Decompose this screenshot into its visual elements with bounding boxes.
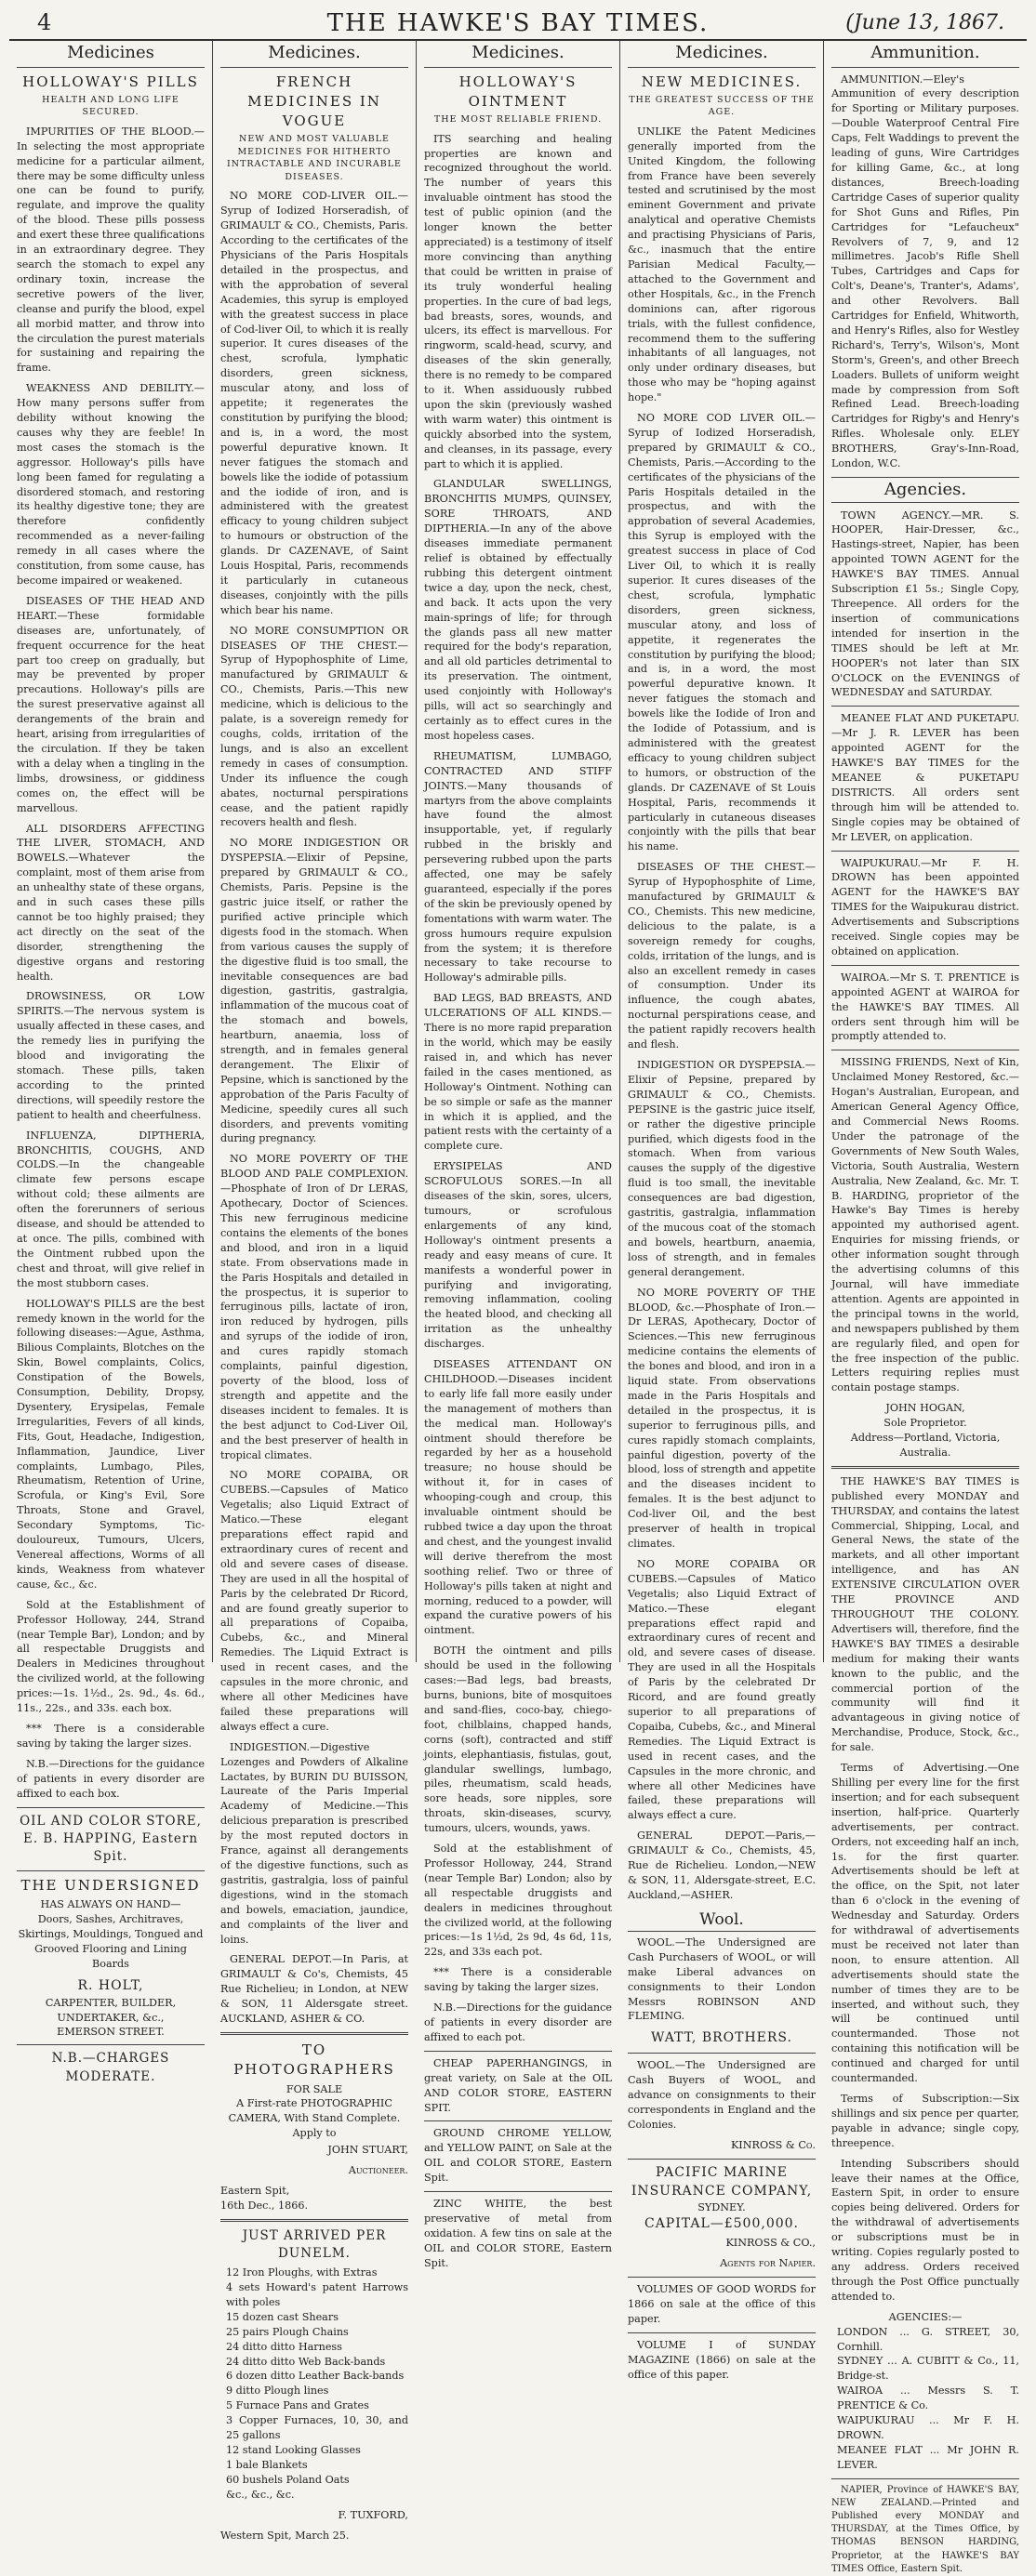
ad-paragraph: WOOL.—The Undersigned are Cash Purchasers of WOOL, or will make Liberal advances on consignments to their London Messrs ROBINSON AND FLEMING.	[628, 1935, 816, 2023]
ad-paragraph: Sold at the Establishment of Professor Holloway, 244, Strand (near Temple Bar), London; and by all respectable Druggists and Dealers in Medicines throughout the civilized world, at the following prices:—1s. 1½d., 2s. 9d., 4s. 6d., 11s., 22s., and 33s. each box.	[17, 1598, 205, 1715]
section-header: Agencies.	[831, 477, 1019, 503]
divider	[628, 2277, 816, 2278]
list-item: WAIROA ... Messrs S. T. PRENTICE & Co.	[837, 2384, 1019, 2412]
page-number: 4	[37, 9, 52, 35]
ad-title: TO PHOTOGRAPHERS	[233, 2041, 395, 2079]
agencies-title: AGENCIES:—	[888, 2310, 963, 2323]
ad-paragraph: NO MORE COPAIBA OR CUBEBS.—Capsules of Matico Vegetalis; also Liquid Extract of Matico.—These elegant preparations effect rapid and extraordinary cures of recent and old, and severe cases of disease. They are used in all the Hospitals of Paris by the celebrated Dr Ricord, and are found greatly superior to all preparations of Copaiba, Cubebs, &c., and Mineral Remedies. The Liquid Extract is used in recent cases, and the Capsules in the more chronic, and where all other Medicines have failed, these preparations will always effect a cure.	[628, 1557, 816, 1822]
section-header: Wool.	[628, 1909, 816, 1932]
list-item: WAIPUKURAU ... Mr F. H. DROWN.	[837, 2414, 1019, 2441]
ad-paragraph: HOLLOWAY'S PILLS are the best remedy known in the world for the following diseases:—Ague, Asthma, Bilious Complaints, Blotches on the Skin, Bowel complaints, Colics, Constipation of the Bowels, Consumption, Debility, Dropsy, Dysentery, Erysipelas, Female Irregularities, Fevers of all kinds, Fits, Gout, Headache, Indigestion, Inflammation, Jaundice, Liver complaints, Lumbago, Piles, Rheumatism, Retention of Urine, Scrofula, or King's Evil, Sore Throats, Stone and Gravel, Secondary Symptoms, Tic-douloureux, Tumours, Ulcers, Venereal affections, Worms of all kinds, Weakness from whatever cause, &c., &c.	[17, 1297, 205, 1591]
column-header: Medicines.	[220, 41, 408, 68]
ad-paragraph: INFLUENZA, DIPTHERIA, BRONCHITIS, COUGHS, AND COLDS.—In the changeable climate few persons escape without cold; these ailments are often the forerunners of serious disease, and should be attended to at once. The pills, combined with the Ointment rubbed upon the chest and throat, will give relief in the most stubborn cases.	[17, 1129, 205, 1289]
divider	[831, 2478, 1019, 2479]
list-item: &c., &c., &c.	[226, 2488, 295, 2501]
columns	[9, 41, 1027, 2574]
ad-subtitle: NEW AND MOST VALUABLE MEDICINES FOR HITHERTO INTRACTABLE AND INCURABLE DISEASES.	[227, 134, 402, 182]
ad-paragraph: GLANDULAR SWELLINGS, BRONCHITIS MUMPS, QUINSEY, SORE THROATS, AND DIPTHERIA.—In any of the above diseases immediate permanent relief is obtained by effectually rubbing this detergent ointment twice a day, upon the neck, chest, and back. It acts upon the very main-springs of life; for through the glands pass all new matter required for the body's reparation, and all old particles detrimental to its preservation. The ointment, used conjointly with Holloway's pills, will act so searchingly and certainly as to effect cures in the most hopeless cases.	[424, 478, 612, 742]
divider	[628, 2332, 816, 2333]
ad-paragraph: VOLUMES OF GOOD WORDS for 1866 on sale at the office of this paper.	[628, 2282, 816, 2325]
ad-name: R. HOLT,	[77, 1977, 144, 1993]
list-item: 4 sets Howard's patent Harrows with poles	[226, 2281, 408, 2308]
ad-line: Apply to	[292, 2127, 337, 2140]
list-item: 3 Copper Furnaces, 10, 30, and 25 gallons	[226, 2414, 408, 2442]
ad-paragraph: BAD LEGS, BAD BREASTS, AND ULCERATIONS OF ALL KINDS.—There is no more rapid preparation in the world, which may be easily raised in, and which has never failed in the cases mentioned, as Holloway's Ointment. Nothing can be so simple or safe as the manner in which it is applied, and the patient rests with the certainty of a complete cure.	[424, 992, 612, 1153]
list-item: 9 ditto Plough lines	[226, 2384, 329, 2398]
divider	[424, 2191, 612, 2192]
ad-paragraph: WAIROA.—Mr S. T. PRENTICE is appointed AGENT at WAIROA for the HAWKE'S BAY TIMES. All orders sent through him will be promptly attended to.	[831, 971, 1019, 1043]
ad-paragraph: IMPURITIES OF THE BLOOD.—In selecting the most appropriate medicine for a particular ailment, there may be some difficulty unless one can be found to purify, regulate, and improve the quality of the blood. These pills possess and exert these three qualifications in an extraordinary degree. They search the stomach to expel any ordinary toxin, increase the secretive powers of the liver, cleanse and purify the blood, expel all morbid matter, and throw into the circulation the purest materials for sustaining and repairing the frame.	[17, 125, 205, 375]
column-3	[417, 41, 620, 2269]
ad-title: NEW MEDICINES.	[641, 73, 803, 90]
ad-footer: N.B.—CHARGES MODERATE.	[51, 2051, 170, 2084]
ad-address: EMERSON STREET.	[57, 2026, 165, 2039]
newspaper-title: THE HAWKE'S BAY TIMES.	[326, 9, 710, 37]
ad-paragraph: MEANEE FLAT AND PUKETAPU.—Mr J. R. LEVER has been appointed AGENT for the HAWKE'S BAY TIMES for the MEANEE & PUKETAPU DISTRICTS. All orders sent through him will be attended to. Single copies may be obtained of Mr LEVER, on application.	[831, 712, 1019, 843]
list-item: 6 dozen ditto Leather Back-bands	[226, 2370, 405, 2383]
ad-capital: CAPITAL—£500,000.	[644, 2216, 799, 2232]
divider	[220, 2032, 408, 2035]
ad-address: Address—Portland, Victoria, Australia.	[850, 1432, 1001, 1459]
divider	[628, 2159, 816, 2160]
ad-line: A First-rate PHOTOGRAPHIC CAMERA, With Stand Complete.	[228, 2097, 401, 2125]
list-item: 12 Iron Ploughs, with Extras	[226, 2266, 378, 2279]
ad-signer: KINROSS & CO.,	[725, 2237, 816, 2250]
ad-date: 16th Dec., 1866.	[220, 2199, 309, 2212]
divider	[831, 851, 1019, 852]
ad-paragraph: AMMUNITION.—Eley's Ammunition of every description for Sporting or Military purposes.—Double Waterproof Central Fire Caps, Felt Waddings to prevent the leading of guns, Wire Cartridges for killing Game, &c., at long distances, Breech-loading Cartridge Cases of superior quality for Shot Guns and Rifles, Pin Cartridges for "Lefaucheux" Revolvers of 7, 9, and 12 millimetres. Jacob's Rifle Shell Tubes, Cartridges and Caps for Colt's, Deane's, Tranter's, Adams', and other Revolvers. Ball Cartridges for Enfield, Whitworth, and Henry's Rifles, also for Westley Richard's, Terry's, Wilson's, Mont Storm's, Green's, and other Breech Loaders. Bullets of uniform weight made by compression from Soft Refined Lead. Breech-loading Cartridges for Rigby's and Henry's Rifles. Wholesale only. ELEY BROTHERS, Gray's-Inn-Road, London, W.C.	[831, 73, 1019, 470]
list-item: 25 pairs Plough Chains	[226, 2325, 349, 2338]
ad-paragraph: ERYSIPELAS AND SCROFULOUS SORES.—In all diseases of the skin, sores, ulcers, tumours, or scrofulous enlargements of any kind, Holloway's ointment presents a ready and easy means of cure. It manifests a wonderful power in purifying and invigorating, removing inflammation, cooling the heated blood, and checking all irritation as the unhealthy discharges.	[424, 1160, 612, 1351]
ad-subtitle: THE GREATEST SUCCESS OF THE AGE.	[629, 94, 815, 118]
ad-paragraph: GENERAL DEPOT.—In Paris, at GRIMAULT & Co's, Chemists, 45 Rue Richelieu; in London, at NEW & SON, 11 Aldersgate street. AUCKLAND, ASHER & CO.	[220, 1953, 408, 2026]
ad-signer: KINROSS & Co.	[730, 2138, 816, 2151]
ad-paragraph: *** There is a considerable saving by taking the larger sizes.	[17, 1722, 205, 1750]
column-4	[620, 41, 824, 2381]
ad-paragraph: NO MORE POVERTY OF THE BLOOD, &c.—Phosphate of Iron.—Dr LERAS, Apothecary, Doctor of Sciences.—This new ferruginous medicine contains the elements of the bones and blood, and iron in a liquid state. From observations made in the Paris Hospitals and detailed in the prospectus, it is superior to ferruginous pills, and cures rapidly stomach complaints, painful digestion, poverty of the blood, loss of strength and appetite and the diseases incident to females. It is the best adjunct to Cod-liver Oil, and the best preserver of health in tropical climates.	[628, 1286, 816, 1550]
ad-signer: WATT, BROTHERS.	[651, 2030, 792, 2046]
divider	[424, 2120, 612, 2121]
ad-paragraph: NO MORE CONSUMPTION OR DISEASES OF THE CHEST.—Syrup of Hypophosphite of Lime, manufactured by GRIMAULT & CO., Chemists, Paris.—This new medicine, which is delicious to the palate, is a sovereign remedy for coughs, colds, irritation of the lungs, and is also an excellent remedy in cases of consumption. Under its influence the cough abates, nocturnal perspirations cease, and the patient rapidly recovers health and flesh.	[220, 624, 408, 829]
ad-paragraph: GROUND CHROME YELLOW, and YELLOW PAINT, on Sale at the OIL and COLOR STORE, Eastern Spit.	[424, 2127, 612, 2185]
ad-paragraph: VOLUME I of SUNDAY MAGAZINE (1866) on sale at the office of this paper.	[628, 2338, 816, 2381]
ad-place: Western Spit, March 25.	[220, 2529, 350, 2542]
ad-paragraph: MISSING FRIENDS, Next of Kin, Unclaimed Money Restored, &c.—Hogan's Australian, European, and American General Agency Office, and Commercial News Rooms. Under the patronage of the Governments of New South Wales, Victoria, South Australia, Western Australia, New Zealand, &c. Mr. T. B. HARDING, proprietor of the Hawke's Bay Times is hereby appointed my authorised agent. Enquiries for missing friends, or other information sought through the advertising columns of this Journal, will have immediate attention. Agents are appointed in the principal towns in the world, and newspapers published by them are regularly filed, and open for the free inspection of the public. Letters requiring replies must contain postage stamps.	[831, 1056, 1019, 1394]
ad-paragraph: DISEASES ATTENDANT ON CHILDHOOD.—Diseases incident to early life fall more easily under the management of mothers than the medical man. Holloway's ointment should therefore be regarded by her as a household treasure; no house should be without it, for in cases of whooping-cough and croup, this invaluable ointment should be rubbed twice a day upon the throat and chest, and the youngest invalid will derive therefrom the most soothing relief. Two or three of Holloway's pills taken at night and morning, reduced to a powder, will expand the curative powers of his ointment.	[424, 1358, 612, 1637]
divider	[831, 1466, 1019, 1469]
ad-paragraph: WAIPUKURAU.—Mr F. H. DROWN has been appointed AGENT for the HAWKE'S BAY TIMES for the Waipukurau district. Advertisements and Subscriptions received. Single copies may be obtained on application.	[831, 856, 1019, 958]
divider	[17, 2044, 205, 2045]
ad-paragraph: ZINC WHITE, the best preservative of metal from oxidation. A few tins on sale at the OIL and COLOR STORE, Eastern Spit.	[424, 2198, 612, 2269]
ad-paragraph: INDIGESTION.—Digestive Lozenges and Powders of Alkaline Lactates, by BURIN DU BUISSON, Laureate of the Paris Imperial Academy of Medicine.—This delicious preparation is prescribed by the most reputed doctors in France, against all derangements of the digestive functions, such as gastritis, gastralgia, loss of painful digestions, wind in the stomach and bowels, emaciation, jaundice, and complaints of the liver and loins.	[220, 1740, 408, 1946]
column-header: Medicines.	[424, 41, 612, 68]
ad-paragraph: WOOL.—The Undersigned are Cash Buyers of WOOL, and advance on consignments to their correspondents in England and the Colonies.	[628, 2059, 816, 2131]
list-item: 15 dozen cast Shears	[226, 2310, 339, 2323]
ad-signer: F. TUXFORD,	[338, 2508, 408, 2521]
list-item: 24 ditto ditto Harness	[226, 2340, 342, 2353]
ad-paragraph: CHEAP PAPERHANGINGS, in great variety, on Sale at the OIL AND COLOR STORE, EASTERN SPIT.	[424, 2056, 612, 2114]
ad-title: HOLLOWAY'S PILLS	[22, 73, 199, 90]
ad-role: Auctioneer.	[348, 2164, 408, 2177]
ad-paragraph: DISEASES OF THE CHEST.—Syrup of Hypophosphite of Lime, manufactured by GRIMAULT & CO., Chemists. This new medicine, delicious to the palate, is a sovereign remedy for coughs, colds, irritation of the lungs, and is also an excellent remedy in cases of consumption. Under its influence, the cough abates, nocturnal perspirations cease, and the patient rapidly recovers health and flesh.	[628, 861, 816, 1051]
imprint: NAPIER, Province of HAWKE'S BAY, NEW ZEALAND.—Printed and Published every MONDAY and THURSDAY, at the Times Office, by THOMAS BENSON HARDING, Proprietor, at the HAWKE'S BAY TIMES Office, Eastern Spit.	[831, 2484, 1019, 2574]
ad-title: THE UNDERSIGNED	[20, 1876, 201, 1894]
ad-signer: JOHN STUART,	[327, 2144, 408, 2157]
ad-role: Agents for Napier.	[720, 2257, 816, 2270]
ad-paragraph: Terms of Advertising.—One Shilling per every line for the first insertion; and for each subsequent insertion, half-price. Quarterly advertisements, per contract. Orders, not exceeding half an inch, 1s. for the first quarter. Advertisements should be left at the office, on the Spit, not later than 6 o'clock in the evening of Wednesday and Saturday. Orders for withdrawal of advertisements must be received not later than noon, to ensure attention. All advertisements should state the number of times they are to be inserted, and without such, they will be continued until countermanded. Those not containing this notification will be continued and charged for until countermanded.	[831, 1762, 1019, 2085]
ad-place: Eastern Spit,	[220, 2184, 290, 2197]
ad-paragraph: NO MORE COPAIBA, OR CUBEBS.—Capsules of Matico Vegetalis; also Liquid Extract of Matico.—These elegant preparations effect rapid and extraordinary cures of recent and old and severe cases of disease. They are used in all the hospital of Paris by the celebrated Dr Ricord, and are found greatly superior to all preparations of Copaiba, Cubebs, &c., and Mineral Remedies. The Liquid Extract is used in recent cases, and the capsules in the more chronic, and where all other Medicines have failed these preparations will always effect a cure.	[220, 1469, 408, 1733]
ad-subtitle: THE MOST RELIABLE FRIEND.	[433, 114, 603, 125]
ad-paragraph: NO MORE POVERTY OF THE BLOOD AND PALE COMPLEXION.—Phosphate of Iron of Dr LERAS, Apothecary, Doctor of Sciences. This new ferruginous medicine contains the elements of the bones and blood, and iron in a liquid state. From observations made in the Paris Hospitals and detailed in the prospectus, it is superior to ferruginous pills, lactate of iron, iron reduced by hydrogen, pills and syrups of the iodide of iron, and cures rapidly stomach complaints, painful digestion, poverty of the blood, loss of strength and appetite and the diseases incident to females. It is the best adjunct to Cod-Liver Oil, and the best preserver of health in tropical climates.	[220, 1153, 408, 1461]
ad-title: PACIFIC MARINE INSURANCE COMPANY,	[631, 2164, 813, 2199]
ad-line: FOR SALE	[286, 2082, 343, 2095]
ad-paragraph: Doors, Sashes, Architraves, Skirtings, Mouldings, Tongued and Grooved Flooring and Lining Boards	[18, 1913, 204, 1970]
ad-title: JUST ARRIVED PER DUNELM.	[242, 2227, 387, 2261]
ad-paragraph: BOTH the ointment and pills should be used in the following cases:—Bad legs, bad breasts, burns, bunions, bite of mosquitoes and sand-flies, coco-bay, chiego-foot, chilblains, chapped hands, corns (soft), contracted and stiff joints, elephantiasis, fistulas, gout, glandular swellings, lumbago, piles, rheumatism, scald heads, sore heads, sore nipples, sore throats, skin-diseases, scurvy, tumours, ulcers, wounds, yaws.	[424, 1645, 612, 1835]
column-header: Ammunition.	[831, 41, 1019, 68]
column-header: Medicines.	[628, 41, 816, 68]
ad-title: HOLLOWAY'S OINTMENT	[458, 73, 578, 110]
ad-title: FRENCH MEDICINES IN VOGUE	[247, 73, 381, 130]
list-item: 1 bale Blankets	[226, 2458, 308, 2471]
goods-list	[226, 2266, 408, 2503]
ad-paragraph: TOWN AGENCY.—MR. S. HOOPER, Hair-Dresser, &c., Hastings-street, Napier, has been appointed TOWN AGENT for the HAWKE'S BAY TIMES. Annual Subscription £1 5s.; Single Copy, Threepence. All orders for the insertion of communications intended for insertion in the TIMES should be left at Mr. HOOPER's not later than SIX O'CLOCK on the EVENINGS of WEDNESDAY and SATURDAY.	[831, 509, 1019, 699]
ad-paragraph: DROWSINESS, OR LOW SPIRITS.—The nervous system is usually affected in these cases, and the remedy lies in purifying the blood and invigorating the stomach. These pills, taken according to the printed directions, will speedily restore the patient to health and cheerfulness.	[17, 990, 205, 1121]
ad-paragraph: INDIGESTION OR DYSPEPSIA.—Elixir of Pepsine, prepared by GRIMAULT & CO., Chemists. PEPSINE is the gastric juice itself, or rather the digestive principle purified, which digests food in the stomach. When from various causes the supply of the digestive fluid is too small, the inevitable consequences are bad digestion, gastritis, gastralgia, inflammation of the mucous coat of the stomach and bowels, heartburn, anaemia, loss of strength, and in females general derangement.	[628, 1059, 816, 1278]
ad-subtitle: HEALTH AND LONG LIFE SECURED.	[42, 94, 179, 118]
ad-paragraph: Intending Subscribers should leave their names at the Office, Eastern Spit, in order to ensure copies being delivered. Orders for the withdrawal of advertisements or subscriptions must be in writing. Copies regularly posted to any address. Orders received through the Post Office punctually attended to.	[831, 2157, 1019, 2303]
divider	[831, 706, 1019, 707]
list-item: MEANEE FLAT ... Mr JOHN R. LEVER.	[837, 2443, 1019, 2471]
ad-role: Sole Proprietor.	[883, 1417, 967, 1430]
ad-trade: CARPENTER, BUILDER, UNDERTAKER, &c.,	[45, 1996, 177, 2024]
ad-line: HAS ALWAYS ON HAND—	[40, 1898, 181, 1911]
list-item: 12 stand Looking Glasses	[226, 2443, 361, 2456]
divider	[424, 2051, 612, 2052]
list-item: 24 ditto ditto Web Back-bands	[226, 2355, 386, 2368]
ad-paragraph: GENERAL DEPOT.—Paris,—GRIMAULT & Co., Chemists, 45, Rue de Richelieu. London,—NEW & SON, 11, Aldersgate-street, E.C. Auckland,—ASHER.	[628, 1830, 816, 1901]
divider	[831, 965, 1019, 966]
list-item: SYDNEY ... A. CUBITT & Co., 11, Bridge-st.	[837, 2355, 1019, 2383]
divider	[17, 1870, 205, 1871]
issue-date: (June 13, 1867.	[845, 11, 1004, 34]
divider	[628, 2053, 816, 2054]
ad-paragraph: THE HAWKE'S BAY TIMES is published every MONDAY and THURSDAY, and contains the latest Commercial, Shipping, Local, and General News, the state of the markets, and all other important intelligence, and has AN EXTENSIVE CIRCULATION OVER THE PROVINCE AND THROUGHOUT THE COLONY. Advertisers will, therefore, find the HAWKE'S BAY TIMES a desirable medium for making their wants known to the public, and the commercial portion of the community will find it advantageous in giving notice of Merchandise, Produce, Stock, &c., for sale.	[831, 1474, 1019, 1754]
ad-paragraph: Terms of Subscription:—Six shillings and six pence per quarter, payable in advance; single copy, threepence.	[831, 2093, 1019, 2149]
masthead	[9, 7, 1027, 41]
ad-place: SYDNEY.	[697, 2201, 746, 2214]
list-item: LONDON ... G. STREET, 30, Cornhill.	[837, 2325, 1019, 2353]
ad-paragraph: UNLIKE the Patent Medicines generally imported from the United Kingdom, the following from France have been severely tested and scrutinised by the most eminent Government and private analytical and operative Chemists and practising Physicians of Paris, &c., inasmuch that the entire Parisian Medical Faculty,—attached to the Government and other Hospitals, &c., in the French dominions can, after rigorous trials, with the fullest confidence, recommend them to the suffering inhabitants of all languages, not only under ordinary diseases, but those who may be "hoping against hope."	[628, 125, 816, 404]
ad-paragraph: NO MORE INDIGESTION OR DYSPEPSIA.—Elixir of Pepsine, prepared by GRIMAULT & CO., Chemists, Paris. Pepsine is the gastric juice itself, or rather the purified active principle which digests food in the stomach. When from various causes the supply of the digestive fluid is too small, the inevitable consequences are bad digestion, gastritis, gastralgia, inflammation of the mucous coat of the stomach and bowels, heartburn, anaemia, loss of strength, and in females general derangement. The Elixir of Pepsine, which is sanctioned by the approbation of the Paris Faculty of Medicine, speedily cures all such disorders, and prevents vomiting during pregnancy.	[220, 837, 408, 1145]
ad-paragraph: RHEUMATISM, LUMBAGO, CONTRACTED AND STIFF JOINTS.—Many thousands of martyrs from the above complaints have found the almost insupportable, yet, if regularly rubbed in the briskly and persevering rubbed upon the parts affected, one may be safely guaranteed, especially if the pores of the skin be previously opened by fomentations with warm water. The gross humours require expulsion from the system; it is therefore necessary to take recourse to Holloway's admirable pills.	[424, 749, 612, 984]
list-item: 5 Furnace Pans and Grates	[226, 2399, 369, 2412]
divider	[220, 2219, 408, 2222]
ad-paragraph: NO MORE COD LIVER OIL.—Syrup of Iodized Horseradish, prepared by GRIMAULT & CO., Chemists, Paris.—According to the certificates of the physicians of the Paris Hospitals detailed in the prospectus, and with the approbation of several Academies, this Syrup is employed with the greatest success in place of Cod Liver Oil, to which it is really superior. It cures diseases of the chest, scrofula, lymphatic disorders, green sickness, muscular atony, and loss of appetite, it regenerates the constitution by purifying the blood; and is, in a word, the most powerful depurative known. It never fatigues the stomach and bowels like the Iodide of Iron and the Iodide of Potassium, and is administered with the greatest efficacy to young children subject to humors, or obstruction of the glands. Dr CAZENAVE of St Louis Hospital, Paris, recommends it particularly in cutaneous diseases conjointly with the pills that bear his name.	[628, 412, 816, 853]
ad-paragraph: Sold at the establishment of Professor Holloway, 244, Strand (near Temple Bar) London; also by all respectable druggists and dealers in medicines throughout the civilized world, at the following prices:—1s 1½d, 2s 9d, 4s 6d, 11s, 22s, and 33s each pot.	[424, 1843, 612, 1959]
ad-paragraph: NO MORE COD-LIVER OIL.—Syrup of Iodized Horseradish, of GRIMAULT & CO., Chemists, Paris. According to the certificates of the Physicians of the Paris Hospitals detailed in the prospectus, and with the approbation of several Academies, this syrup is employed with the greatest success in place of Cod-liver Oil, to which it is really superior. It cures diseases of the chest, scrofula, lymphatic disorders, green sickness, muscular atony, and loss of appetite; it regenerates the constitution by purifying the blood; and is, in a word, the most powerful depurative known. It never fatigues the stomach and bowels like the iodide of potassium and the iodide of iron, and is administered with the greatest efficacy to young children subject to humours or obstruction of the glands. Dr CAZENAVE, of Saint Louis Hospital, Paris, recommends it particularly in cutaneous diseases, conjointly with the pills which bear his name.	[220, 190, 408, 616]
column-1	[9, 41, 213, 2084]
column-5	[824, 41, 1027, 2574]
list-item: 60 bushels Poland Oats	[226, 2473, 350, 2486]
ad-title: OIL AND COLOR STORE, E. B. HAPPING, Eastern Spit.	[20, 1813, 202, 1864]
ad-paragraph: WEAKNESS AND DEBILITY.—How many persons suffer from debility without knowing the causes why they are feeble! In most cases the stomach is the aggressor. Holloway's pills have long been famed for regulating a disordered stomach, and restoring its healthy digestive tone; they are therefore confidently recommended as a never-failing remedy in all cases where the constitution, from some cause, has become impaired or weakened.	[17, 382, 205, 587]
agencies-list	[837, 2325, 1019, 2473]
ad-paragraph: ALL DISORDERS AFFECTING THE LIVER, STOMACH, AND BOWELS.—Whatever the complaint, most of them arise from an unhealthy state of these organs, and in such cases these pills cannot be too highly praised; they act directly on the seat of the disorder, strengthening the digestive organs and restoring health.	[17, 822, 205, 983]
divider	[17, 1807, 205, 1808]
ad-paragraph: *** There is a considerable saving by taking the larger sizes.	[424, 1966, 612, 1994]
column-2	[213, 41, 417, 2542]
ad-paragraph: DISEASES OF THE HEAD AND HEART.—These formidable diseases are, unfortunately, of frequent occurrence for the heat part too creep on gradually, but may be prevented by proper precautions. Holloway's pills are the surest preservative against all derangements of the brain and heart, arising from irregularities of the circulation. If they be taken with a delay when a tingling in the limbs, drowsiness, or giddiness comes on, the effect will be marvellous.	[17, 594, 205, 814]
ad-paragraph: N.B.—Directions for the guidance of patients in every disorder are affixed to each box.	[17, 1757, 205, 1800]
ad-paragraph: N.B.—Directions for the guidance of patients in every disorder are affixed to each pot.	[424, 2001, 612, 2043]
column-header: Medicines	[17, 41, 205, 68]
ad-paragraph: ITS searching and healing properties are known and recognized throughout the world. The number of years this invaluable ointment has stood the test of public opinion (and the longer known the better appreciated) is a testimony of itself more convincing than anything that could be written in praise of its truly wonderful healing properties. In the cure of bad legs, bad breasts, sores, wounds, and ulcers, its effect is marvellous. For ringworm, scald-head, scurvy, and diseases of the skin generally, there is no remedy to be compared to it. When assiduously rubbed upon the skin (previously washed with warm water) this ointment is quickly absorbed into the system, and cleanses, in its passage, every part to which it is applied.	[424, 132, 612, 470]
ad-signer: JOHN HOGAN,	[885, 1402, 965, 1415]
